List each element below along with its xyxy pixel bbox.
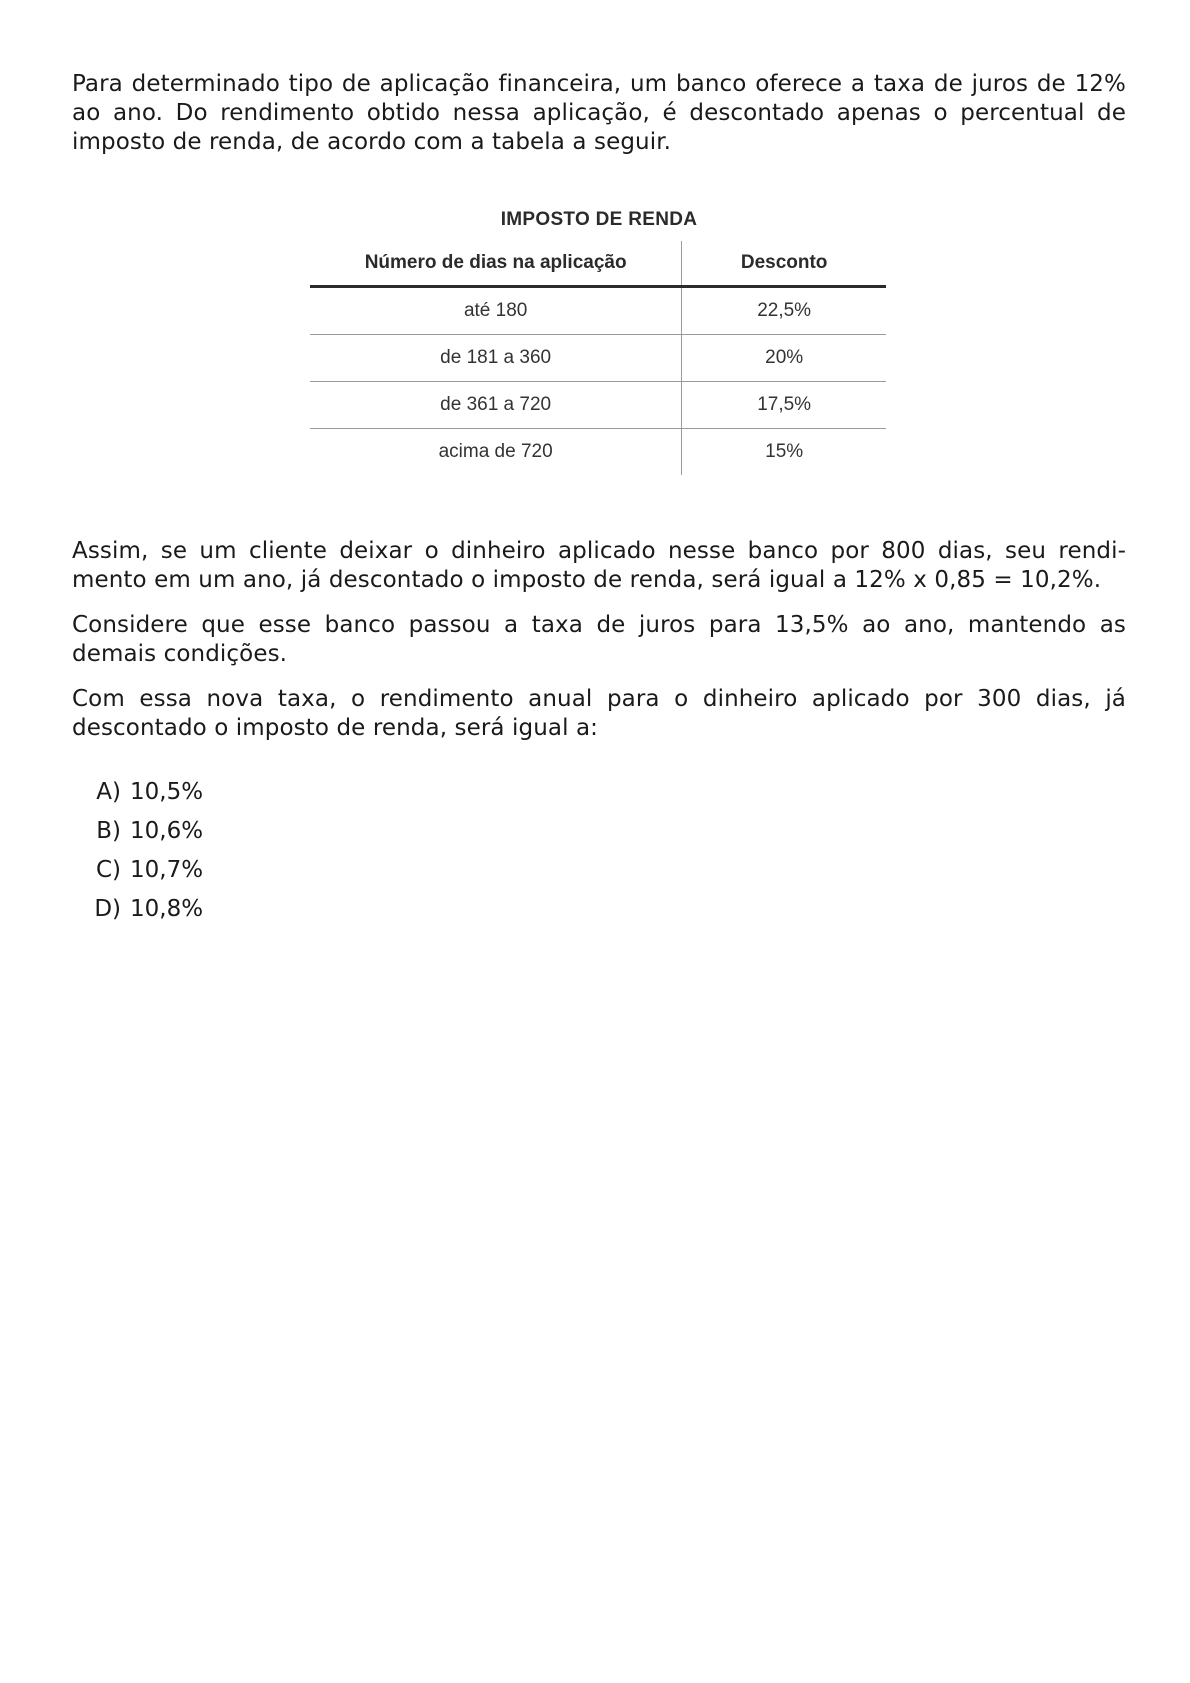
question-paragraph: Com essa nova taxa, o rendimento anual para o dinheiro aplicado por 300 dias, já descontado o imposto de renda, será igual a: xyxy=(72,686,1126,741)
option-letter: B) xyxy=(96,818,121,844)
header-days: Número de dias na aplicação xyxy=(310,241,682,287)
option-text: 10,8% xyxy=(130,896,204,922)
option-d[interactable] xyxy=(72,890,1126,929)
cell-discount: 22,5% xyxy=(682,287,886,335)
answer-options xyxy=(72,773,1126,929)
cell-days: até 180 xyxy=(310,287,682,335)
option-c[interactable] xyxy=(72,851,1126,890)
cell-days: de 181 a 360 xyxy=(310,335,682,382)
example-paragraph: Assim, se um cliente deixar o dinheiro aplicado nesse banco por 800 dias, seu rendi-mento em um ano, já descontado o imposto de renda, será igual a 12% x 0,85 = 10,2%. xyxy=(72,538,1126,593)
option-letter: D) xyxy=(94,896,121,922)
option-a[interactable] xyxy=(72,773,1126,812)
cell-days: de 361 a 720 xyxy=(310,382,682,429)
table-row xyxy=(310,335,886,382)
table-row xyxy=(310,287,886,335)
option-text: 10,6% xyxy=(130,818,204,844)
cell-days: acima de 720 xyxy=(310,429,682,476)
table-header-row xyxy=(310,241,886,287)
table-row xyxy=(310,382,886,429)
table-title: IMPOSTO DE RENDA xyxy=(500,209,698,230)
option-text: 10,5% xyxy=(130,779,204,805)
cell-discount: 17,5% xyxy=(682,382,886,429)
income-tax-table xyxy=(310,241,886,475)
option-b[interactable] xyxy=(72,812,1126,851)
option-text: 10,7% xyxy=(130,857,204,883)
cell-discount: 15% xyxy=(765,441,804,462)
option-letter: C) xyxy=(95,857,121,883)
table-row xyxy=(310,429,886,476)
header-discount: Desconto xyxy=(682,241,886,287)
tax-table-section xyxy=(72,209,1126,499)
new-rate-paragraph: Considere que esse banco passou a taxa de juros para 13,5% ao ano, mantendo as demais condições. xyxy=(72,612,1126,667)
option-letter: A) xyxy=(96,779,121,805)
intro-paragraph: Para determinado tipo de aplicação financeira, um banco oferece a taxa de juros de 12% ao ano. Do rendimento obtido nessa aplicação, é descontado apenas o percentual de imposto de renda, de acordo com a tabela a seguir. xyxy=(72,71,1126,155)
cell-discount: 20% xyxy=(682,335,886,382)
question-page xyxy=(72,70,1126,929)
